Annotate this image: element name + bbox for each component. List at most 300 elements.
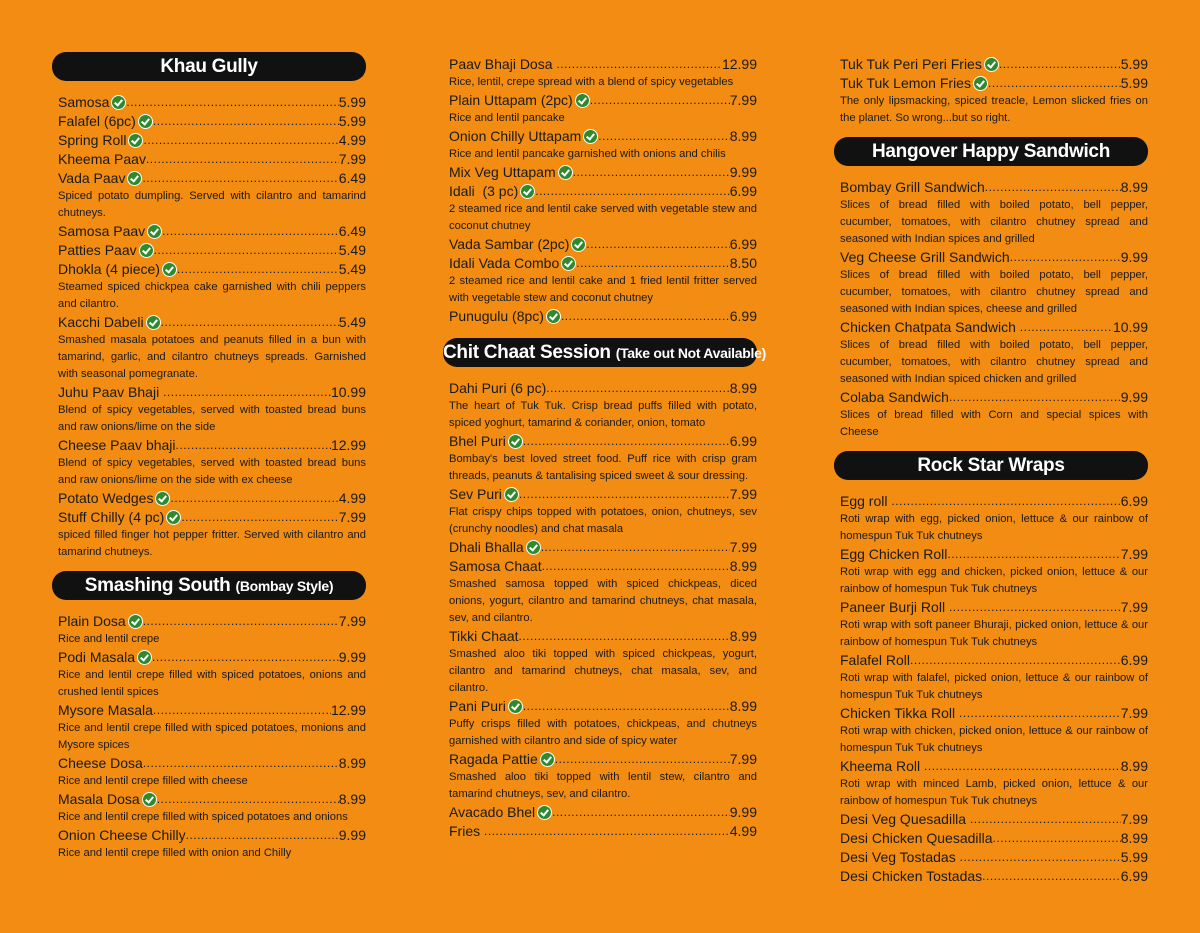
menu-items: [52, 612, 366, 862]
vegan-icon: [138, 114, 153, 129]
menu-item-row: [449, 235, 757, 254]
dot-leader: [484, 822, 730, 841]
menu-item-desi-chicken-quesadilla: [840, 829, 1148, 848]
item-price: 6.49: [338, 170, 366, 186]
menu-item-row: [449, 803, 757, 822]
menu-item-row: [840, 810, 1148, 829]
item-price: 6.99: [729, 183, 757, 199]
item-description: Roti wrap with chicken, picked onion, lettuce & our rainbow of homespun Tuk Tuk chutneys: [840, 725, 1148, 754]
item-name: Dhokla (4 piece): [58, 261, 160, 277]
item-name: Masala Dosa: [58, 791, 140, 807]
item-price: 6.99: [1120, 652, 1148, 668]
item-description: Slices of bread filled with Corn and special spices with Cheese: [840, 409, 1148, 438]
section-subtitle: (Take out Not Available): [615, 345, 766, 361]
item-name: Vada Paav: [58, 170, 126, 186]
menu-item-samosa-chaat: [449, 557, 757, 627]
section-title: Rock Star Wraps: [917, 455, 1065, 476]
menu-section: [443, 338, 766, 841]
item-description: Smashed samosa topped with spiced chickpeas, diced onions, yogurt, cilantro and tamarind chutneys, chat masala, sev, and cilantro.: [449, 578, 757, 624]
menu-item-row: [58, 241, 366, 260]
item-description: Flat crispy chips topped with potatoes, onion, chutneys, sev (crunchy noodles) and chat masala: [449, 506, 757, 535]
item-price: 8.99: [1120, 179, 1148, 195]
item-price: 6.99: [729, 236, 757, 252]
dot-leader: [970, 810, 1121, 829]
vegan-icon: [558, 165, 573, 180]
section-title: Hangover Happy Sandwich: [871, 141, 1111, 162]
item-name: Tikki Chaat: [449, 628, 519, 644]
dot-leader: [519, 627, 730, 646]
menu-item-pani-puri: [449, 697, 757, 750]
menu-item-idali-3-pc: [449, 182, 757, 235]
item-name: Egg Chicken Roll: [840, 546, 948, 562]
section-title: Khau Gully: [160, 56, 258, 77]
dot-leader: [891, 492, 1120, 511]
item-description: Rice and lentil crepe filled with spiced potatoes, onions and crushed lentil spices: [58, 669, 366, 698]
item-name: Cheese Paav bhaji: [58, 437, 176, 453]
section-header-rock-star-wraps: [834, 451, 1148, 480]
menu-item-row: [840, 848, 1148, 867]
item-name: Falafel Roll: [840, 652, 911, 668]
item-name: Onion Cheese Chilly: [58, 827, 186, 843]
item-name: Spring Roll: [58, 132, 127, 148]
item-price: 7.99: [729, 92, 757, 108]
item-description: Smashed masala potatoes and peanuts filled in a bun with tamarind, garlic, and cilantro chutneys spreads. Garnished with seasonal pomegranate.: [58, 334, 366, 380]
item-name: Falafel (6pc): [58, 113, 136, 129]
menu-item-dahi-puri-6-pc: [449, 379, 757, 432]
item-name: Desi Veg Quesadilla: [840, 811, 970, 827]
dot-leader: [153, 701, 331, 720]
menu-item-row: [449, 182, 757, 201]
item-name: Sev Puri: [449, 486, 502, 502]
menu-item-row: [449, 127, 757, 146]
item-description: Rice and lentil crepe filled with spiced potatoes and onions: [58, 811, 348, 823]
vegan-icon: [520, 184, 535, 199]
item-price: 5.99: [1120, 56, 1148, 72]
item-description: Roti wrap with soft paneer Bhuraji, picked onion, lettuce & our rainbow of homespun Tuk Tuk chutneys: [840, 619, 1148, 648]
item-price: 9.99: [1120, 389, 1148, 405]
menu-items: [834, 492, 1148, 886]
section-title: Smashing South: [84, 575, 231, 596]
menu-item-egg-chicken-roll: [840, 545, 1148, 598]
menu-item-falafel-roll: [840, 651, 1148, 704]
item-price: 8.99: [729, 558, 757, 574]
item-price: 6.49: [338, 223, 366, 239]
menu-item-row: [58, 131, 366, 150]
menu-item-row: [840, 388, 1148, 407]
menu-item-chicken-chatpata-sandwich: [840, 318, 1148, 388]
vegan-icon: [137, 650, 152, 665]
item-price: 8.99: [729, 628, 757, 644]
dot-leader: [949, 598, 1121, 617]
item-price: 5.99: [338, 113, 366, 129]
item-description: Bombay's best loved street food. Puff rice with crisp gram threads, peanuts & tantalising spiced sweet & sour dressing.: [449, 453, 757, 482]
item-price: 5.49: [338, 314, 366, 330]
item-name: Vada Sambar (2pc): [449, 236, 570, 252]
menu-item-mix-veg-uttapam: [449, 163, 757, 182]
menu-item-chicken-tikka-roll: [840, 704, 1148, 757]
item-name: Idali Vada Combo: [449, 255, 560, 271]
menu-item-row: [58, 436, 366, 455]
menu-item-spring-roll: [58, 131, 366, 150]
item-price: 9.99: [338, 649, 366, 665]
dot-leader: [146, 150, 339, 169]
item-description: The only lipsmacking, spiced treacle, Lemon slicked fries on the planet. So wrong...but so right.: [840, 95, 1148, 124]
menu-item-plain-dosa: [58, 612, 366, 648]
item-price: 5.99: [1120, 849, 1148, 865]
vegan-icon: [575, 93, 590, 108]
menu-item-desi-veg-tostadas: [840, 848, 1148, 867]
menu-item-desi-veg-quesadilla: [840, 810, 1148, 829]
dot-leader: [186, 826, 339, 845]
item-description: spiced filled finger hot pepper fritter. Served with cilantro and tamarind chutneys.: [58, 529, 366, 558]
item-name: Plain Dosa: [58, 613, 126, 629]
item-price: 8.99: [729, 128, 757, 144]
item-price: 6.99: [1120, 868, 1148, 884]
item-description: Blend of spicy vegetables, served with toasted bread buns and raw onions/lime on the side: [58, 404, 366, 433]
item-name: Colaba Sandwich: [840, 389, 949, 405]
menu-item-row: [840, 757, 1148, 776]
item-name: Tuk Tuk Lemon Fries: [840, 75, 971, 91]
item-price: 4.99: [729, 823, 757, 839]
menu-item-idali-vada-combo: [449, 254, 757, 307]
vegan-icon: [162, 262, 177, 277]
menu-item-vada-paav: [58, 169, 366, 222]
item-price: 8.99: [729, 698, 757, 714]
item-description: Puffy crisps filled with potatoes, chickpeas, and chutneys garnished with cilantro and side of spicy water: [449, 718, 757, 747]
dot-leader: [586, 235, 729, 254]
menu-item-row: [840, 704, 1148, 723]
item-price: 7.99: [1120, 811, 1148, 827]
menu-section: [834, 137, 1148, 441]
menu-item-bhel-puri: [449, 432, 757, 485]
menu-item-podi-masala: [58, 648, 366, 701]
menu-item-row: [840, 867, 1148, 886]
menu-item-row: [840, 492, 1148, 511]
menu-section: [52, 52, 366, 561]
menu-item-tuk-tuk-lemon-fries: [840, 74, 1148, 127]
dot-leader: [960, 848, 1121, 867]
vegan-icon: [111, 95, 126, 110]
item-price: 6.99: [729, 308, 757, 324]
vegan-icon: [984, 57, 999, 72]
dot-leader: [561, 307, 730, 326]
dot-leader: [153, 112, 339, 131]
item-price: 7.99: [338, 151, 366, 167]
menu-item-paneer-burji-roll: [840, 598, 1148, 651]
menu-item-kheema-roll: [840, 757, 1148, 810]
menu-item-kheema-paav: [58, 150, 366, 169]
menu-item-egg-roll: [840, 492, 1148, 545]
menu-item-tuk-tuk-peri-peri-fries: [840, 55, 1148, 74]
item-price: 9.99: [729, 164, 757, 180]
menu-item-row: [840, 651, 1148, 670]
item-description: Roti wrap with egg, picked onion, lettuce & our rainbow of homespun Tuk Tuk chutneys: [840, 513, 1148, 542]
menu-item-row: [840, 829, 1148, 848]
item-description: 2 steamed rice and lentil cake served with vegetable stew and coconut chutney: [449, 203, 757, 232]
menu-item-avacado-bhel: [449, 803, 757, 822]
item-price: 7.99: [338, 613, 366, 629]
item-name: Tuk Tuk Peri Peri Fries: [840, 56, 982, 72]
vegan-icon: [128, 133, 143, 148]
menu-item-dhali-bhalla: [449, 538, 757, 557]
item-description: Slices of bread filled with boiled potato, bell pepper, cucumber, tomatoes, with cilantro chutney spread and seasoned with Indian spices, cheese and grilled: [840, 269, 1148, 315]
item-description: Roti wrap with minced Lamb, picked onion, lettuce & our rainbow of homespun Tuk Tuk chutneys: [840, 778, 1148, 807]
menu-item-row: [449, 557, 757, 576]
item-description: Rice and lentil crepe filled with spiced potatoes, monions and Mysore spices: [58, 722, 366, 751]
vegan-icon: [537, 805, 552, 820]
vegan-icon: [583, 129, 598, 144]
item-price: 12.99: [330, 702, 366, 718]
item-description: Smashed aloo tiki topped with lentil stew, cilantro and tamarind chutneys, sev, and cilantro.: [449, 771, 757, 800]
item-price: 8.99: [1120, 830, 1148, 846]
menu-item-row: [58, 648, 366, 667]
dot-leader: [176, 436, 331, 455]
menu-item-onion-chilly-uttapam: [449, 127, 757, 163]
item-price: 9.99: [1120, 249, 1148, 265]
menu-item-colaba-sandwich: [840, 388, 1148, 441]
menu-item-masala-dosa: [58, 790, 366, 826]
dot-leader: [523, 432, 730, 451]
item-name: Bombay Grill Sandwich: [840, 179, 985, 195]
dot-leader: [546, 379, 729, 398]
menu-item-row: [58, 222, 366, 241]
section-header-smashing-south: [52, 571, 366, 600]
dot-leader: [590, 91, 730, 110]
item-description: Rice and lentil crepe filled with onion and Chilly: [58, 847, 292, 859]
vegan-icon: [128, 614, 143, 629]
menu-item-row: [58, 826, 366, 845]
vegan-icon: [139, 243, 154, 258]
dot-leader: [143, 131, 338, 150]
dot-leader: [143, 754, 339, 773]
dot-leader: [542, 557, 730, 576]
menu-item-row: [449, 91, 757, 110]
item-description: Spiced potato dumpling. Served with cilantro and tamarind chutneys.: [58, 190, 366, 219]
dot-leader: [988, 74, 1121, 93]
menu-item-samosa-paav: [58, 222, 366, 241]
item-name: Fries: [449, 823, 484, 839]
item-description: Steamed spiced chickpea cake garnished with chili peppers and cilantro.: [58, 281, 366, 310]
menu-item-row: [449, 697, 757, 716]
menu-items: [834, 55, 1148, 127]
item-name: Kacchi Dabeli: [58, 314, 144, 330]
section-header-chit-chaat-session: [443, 338, 766, 367]
item-price: 7.99: [729, 486, 757, 502]
dot-leader: [161, 313, 339, 332]
item-name: Samosa: [58, 94, 110, 110]
item-price: 7.99: [729, 539, 757, 555]
item-name: Avacado Bhel: [449, 804, 536, 820]
item-name: Idali (3 pc): [449, 183, 519, 199]
item-price: 5.49: [338, 242, 366, 258]
menu-item-dhokla-4-piece: [58, 260, 366, 313]
menu-items: [52, 93, 366, 561]
dot-leader: [535, 182, 730, 201]
dot-leader: [959, 704, 1121, 723]
dot-leader: [985, 178, 1121, 197]
menu-item-row: [840, 248, 1148, 267]
item-name: Ragada Pattie: [449, 751, 538, 767]
menu-item-row: [840, 318, 1148, 337]
section-header-hangover-happy-sandwich: [834, 137, 1148, 166]
dot-leader: [556, 55, 722, 74]
item-name: Desi Veg Tostadas: [840, 849, 960, 865]
vegan-icon: [540, 752, 555, 767]
menu-item-ragada-pattie: [449, 750, 757, 803]
vegan-icon: [127, 171, 142, 186]
item-name: Kheema Roll: [840, 758, 925, 774]
menu-item-plain-uttapam-2pc: [449, 91, 757, 127]
item-price: 7.99: [338, 509, 366, 525]
item-price: 8.50: [729, 255, 757, 271]
dot-leader: [163, 383, 331, 402]
item-price: 7.99: [729, 751, 757, 767]
section-header-khau-gully: [52, 52, 366, 81]
vegan-icon: [147, 224, 162, 239]
item-description: Roti wrap with falafel, picked onion, lettuce & our rainbow of homespun Tuk Tuk chutneys: [840, 672, 1148, 701]
menu-item-row: [449, 307, 757, 326]
item-price: 8.99: [729, 380, 757, 396]
menu-item-patties-paav: [58, 241, 366, 260]
menu-section: [52, 571, 366, 862]
menu-item-fries: [449, 822, 757, 841]
dot-leader: [924, 757, 1121, 776]
menu-item-row: [58, 112, 366, 131]
item-price: 9.99: [338, 827, 366, 843]
dot-leader: [541, 538, 730, 557]
menu-item-kacchi-dabeli: [58, 313, 366, 383]
dot-leader: [1020, 318, 1113, 337]
menu-item-row: [58, 313, 366, 332]
item-name: Bhel Puri: [449, 433, 506, 449]
vegan-icon: [526, 540, 541, 555]
item-name: Chicken Tikka Roll: [840, 705, 960, 721]
menu-item-row: [449, 750, 757, 769]
menu-item-row: [58, 169, 366, 188]
dot-leader: [157, 790, 339, 809]
item-description: Smashed aloo tiki topped with spiced chickpeas, yogurt, cilantro and tamarind chutneys, chat masala, sev, and cilantro.: [449, 648, 757, 694]
item-name: Egg roll: [840, 493, 892, 509]
item-price: 12.99: [721, 56, 757, 72]
menu-items: [834, 178, 1148, 441]
menu-item-row: [58, 383, 366, 402]
menu-item-paav-bhaji-dosa: [449, 55, 757, 91]
dot-leader: [993, 829, 1121, 848]
item-description: Blend of spicy vegetables, served with toasted bread buns and raw onions/lime on the side with ex cheese: [58, 457, 366, 486]
item-price: 9.99: [729, 804, 757, 820]
item-name: Samosa Paav: [58, 223, 146, 239]
menu-column-1: [52, 52, 366, 872]
item-name: Podi Masala: [58, 649, 136, 665]
dot-leader: [154, 241, 339, 260]
item-name: Desi Chicken Tostadas: [840, 868, 983, 884]
menu-column-2: [443, 55, 766, 851]
item-description: Rice and lentil crepe: [58, 633, 160, 645]
item-price: 7.99: [1120, 705, 1148, 721]
vegan-icon: [504, 487, 519, 502]
menu-item-row: [840, 74, 1148, 93]
menu-item-row: [58, 489, 366, 508]
item-price: 5.99: [338, 94, 366, 110]
dot-leader: [126, 93, 338, 112]
item-name: Kheema Paav: [58, 151, 146, 167]
item-name: Dhali Bhalla: [449, 539, 524, 555]
menu-items: [443, 55, 757, 326]
menu-column-3: [834, 55, 1148, 896]
item-name: Mix Veg Uttapam: [449, 164, 556, 180]
item-name: Dahi Puri (6 pc): [449, 380, 547, 396]
menu-item-row: [58, 260, 366, 279]
menu-item-mysore-masala: [58, 701, 366, 754]
menu-item-row: [58, 150, 366, 169]
item-name: Potato Wedges: [58, 490, 154, 506]
menu-section: [834, 55, 1148, 127]
item-price: 8.99: [1120, 758, 1148, 774]
vegan-icon: [546, 309, 561, 324]
item-description: Slices of bread filled with boiled potato, bell pepper, cucumber, tomatoes, with cilantro chutney spread and seasoned with Indian spiced chicken and grilled: [840, 339, 1148, 385]
vegan-icon: [142, 792, 157, 807]
item-name: Veg Cheese Grill Sandwich: [840, 249, 1010, 265]
vegan-icon: [571, 237, 586, 252]
item-name: Chicken Chatpata Sandwich: [840, 319, 1020, 335]
menu-item-stuff-chilly-4-pc: [58, 508, 366, 561]
menu-item-tikki-chaat: [449, 627, 757, 697]
menu-item-cheese-paav-bhaji: [58, 436, 366, 489]
menu-item-juhu-paav-bhaji: [58, 383, 366, 436]
item-description: Rice and lentil crepe filled with cheese: [58, 775, 248, 787]
section-subtitle: (Bombay Style): [235, 578, 334, 594]
dot-leader: [177, 260, 339, 279]
vegan-icon: [973, 76, 988, 91]
item-name: Paav Bhaji Dosa: [449, 56, 557, 72]
vegan-icon: [508, 699, 523, 714]
menu-item-sev-puri: [449, 485, 757, 538]
item-price: 4.99: [338, 490, 366, 506]
menu-item-cheese-dosa: [58, 754, 366, 790]
item-price: 12.99: [330, 437, 366, 453]
menu-item-row: [449, 822, 757, 841]
menu-item-vada-sambar-2pc: [449, 235, 757, 254]
item-price: 5.49: [338, 261, 366, 277]
menu-item-row: [449, 432, 757, 451]
item-name: Samosa Chaat: [449, 558, 542, 574]
item-name: Pani Puri: [449, 698, 506, 714]
menu-item-row: [58, 93, 366, 112]
vegan-icon: [155, 491, 170, 506]
item-name: Juhu Paav Bhaji: [58, 384, 164, 400]
item-name: Cheese Dosa: [58, 755, 143, 771]
menu-item-potato-wedges: [58, 489, 366, 508]
dot-leader: [152, 648, 339, 667]
menu-items: [443, 379, 757, 841]
vegan-icon: [146, 315, 161, 330]
menu-item-row: [58, 701, 366, 720]
dot-leader: [999, 55, 1121, 74]
item-description: Slices of bread filled with boiled potato, bell pepper, cucumber, tomatoes, with cilantro chutney spread and seasoned with Indian spices and grilled: [840, 199, 1148, 245]
menu-item-row: [840, 598, 1148, 617]
item-name: Desi Chicken Quesadilla: [840, 830, 993, 846]
menu-item-row: [449, 55, 757, 74]
dot-leader: [523, 697, 730, 716]
dot-leader: [1010, 248, 1121, 267]
dot-leader: [143, 612, 339, 631]
item-description: 2 steamed rice and lentil cake and 1 fried lentil fritter served with vegetable stew and coconut chutney: [449, 275, 757, 304]
menu-item-row: [58, 790, 366, 809]
item-name: Paneer Burji Roll: [840, 599, 949, 615]
item-name: Stuff Chilly (4 pc): [58, 509, 165, 525]
vegan-icon: [166, 510, 181, 525]
menu-item-veg-cheese-grill-sandwich: [840, 248, 1148, 318]
